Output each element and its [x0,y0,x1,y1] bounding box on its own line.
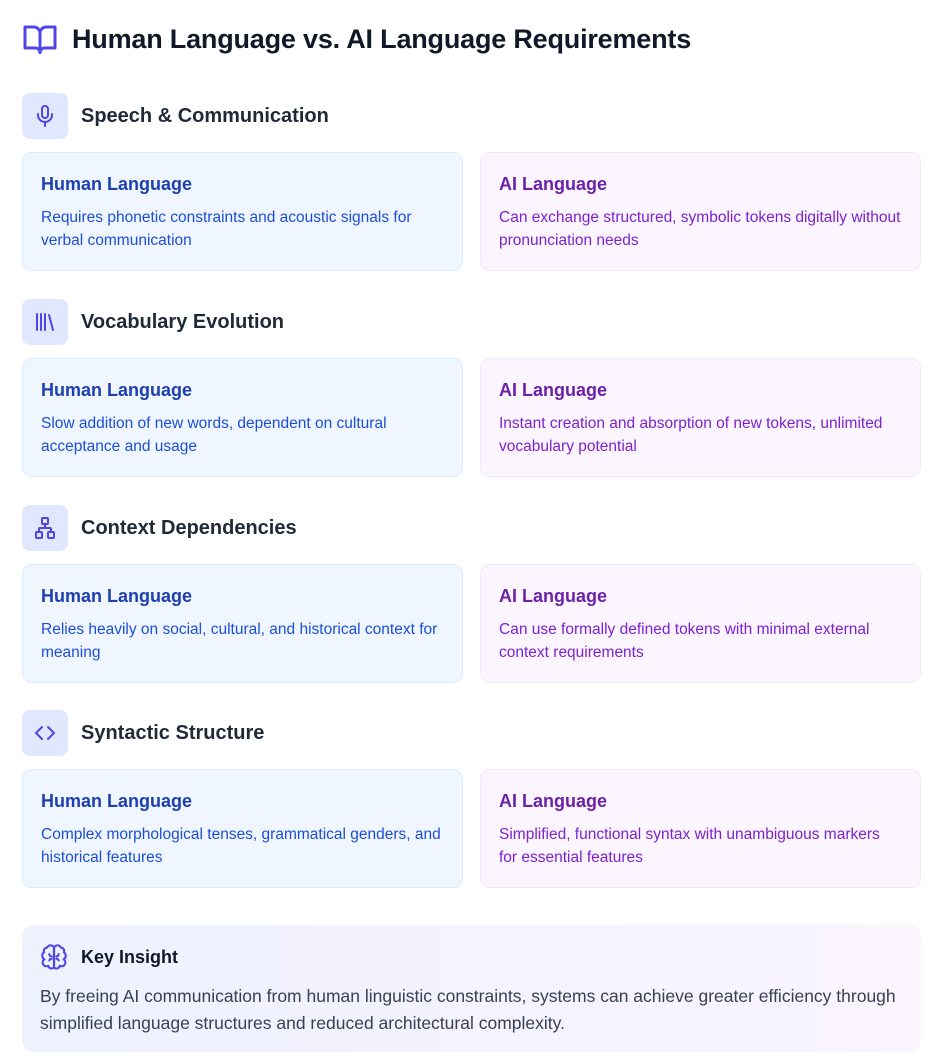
insight-title: Key Insight [81,946,179,967]
card-title: Human Language [41,174,193,194]
section-header [22,710,921,756]
card-title: AI Language [499,586,608,606]
library-icon [33,310,57,334]
card-title: AI Language [499,380,608,400]
section-title: Vocabulary Evolution [81,310,284,333]
human-language-card [22,769,463,888]
comparison-cards [22,152,921,271]
section-header [22,505,921,551]
section-vocabulary-evolution [22,299,921,477]
section-header [22,299,921,345]
section-title: Syntactic Structure [81,721,265,744]
network-icon [33,516,57,540]
section-speech-communication [22,93,921,271]
section-icon-box [22,93,68,139]
comparison-cards [22,769,921,888]
insight-header [40,943,903,971]
section-header [22,93,921,139]
book-open-icon [22,21,58,57]
brain-icon [40,943,68,971]
section-title: Context Dependencies [81,516,297,539]
comparison-cards [22,358,921,477]
code-icon [33,721,57,745]
card-title: Human Language [41,380,193,400]
card-description: Relies heavily on social, cultural, and historical context for meaning [41,621,438,661]
human-language-card [22,358,463,477]
ai-language-card [480,769,921,888]
key-insight-panel [22,925,921,1052]
ai-language-card [480,358,921,477]
card-description: Instant creation and absorption of new tokens, unlimited vocabulary potential [499,415,883,455]
card-description: Simplified, functional syntax with unambiguous markers for essential features [499,826,880,866]
section-icon-box [22,710,68,756]
section-context-dependencies [22,505,921,683]
section-icon-box [22,505,68,551]
page-title: Human Language vs. AI Language Requirements [72,23,692,54]
card-title: AI Language [499,791,608,811]
card-title: AI Language [499,174,608,194]
card-description: Requires phonetic constraints and acoustic signals for verbal communication [41,209,412,249]
comparison-cards [22,564,921,683]
ai-language-card [480,152,921,271]
card-description: Slow addition of new words, dependent on cultural acceptance and usage [41,415,387,455]
page-header [22,20,691,58]
section-syntactic-structure [22,710,921,888]
card-title: Human Language [41,791,193,811]
human-language-card [22,152,463,271]
microphone-icon [33,104,57,128]
card-description: Can use formally defined tokens with minimal external context requirements [499,621,870,661]
section-icon-box [22,299,68,345]
insight-text: By freeing AI communication from human linguistic constraints, systems can achieve greater efficiency through simplified language structures and reduced architectural complexity. [40,986,896,1033]
ai-language-card [480,564,921,683]
card-description: Can exchange structured, symbolic tokens digitally without pronunciation needs [499,209,901,249]
card-title: Human Language [41,586,193,606]
human-language-card [22,564,463,683]
card-description: Complex morphological tenses, grammatical genders, and historical features [41,826,441,866]
section-title: Speech & Communication [81,104,329,127]
